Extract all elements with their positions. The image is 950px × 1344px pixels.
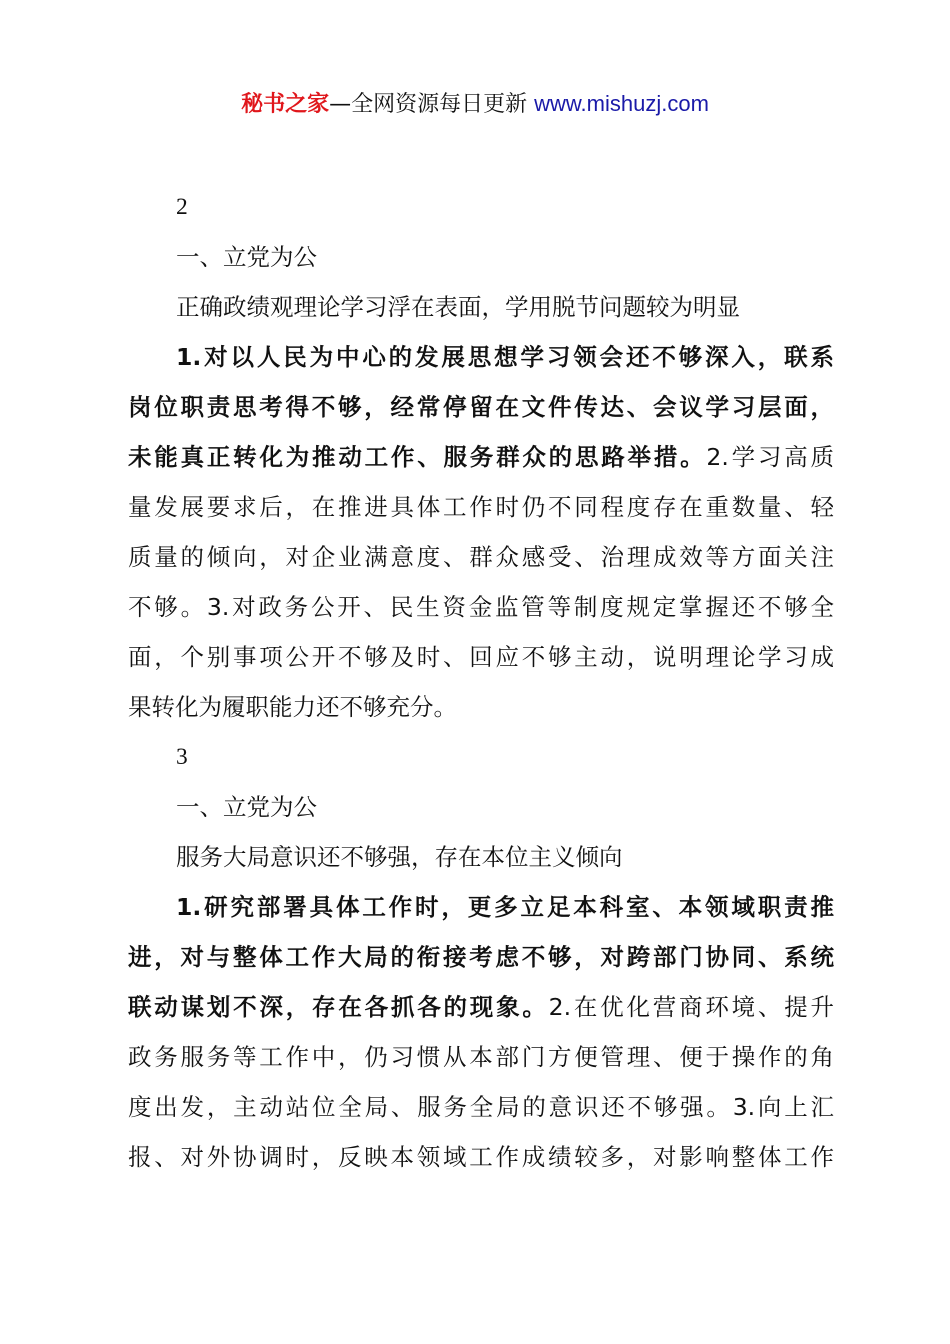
site-url-link[interactable]: www.mishuzj.com bbox=[534, 91, 709, 116]
site-header bbox=[0, 88, 950, 121]
paragraph-line: 度出发，主动站位全局、服务全局的意识还不够强。3.向上汇 bbox=[128, 1093, 834, 1121]
paragraph-line: 进，对与整体工作大局的衔接考虑不够，对跨部门协同、系统 bbox=[128, 943, 834, 971]
bold-text: 未能真正转化为推动工作、服务群众的思路举措。 bbox=[128, 443, 707, 471]
header-tagline: —全网资源每日更新 bbox=[329, 92, 528, 117]
section-number: 2 bbox=[176, 194, 188, 220]
regular-text: 2.在优化营商环境、提升 bbox=[548, 993, 834, 1021]
paragraph-line: 量发展要求后，在推进具体工作时仍不同程度存在重数量、轻 bbox=[128, 493, 834, 521]
brand-name: 秘书之家 bbox=[241, 92, 330, 117]
paragraph-line: 面，个别事项公开不够及时、回应不够主动，说明理论学习成 bbox=[128, 643, 834, 671]
section-subheading: 服务大局意识还不够强，存在本位主义倾向 bbox=[176, 843, 623, 871]
paragraph-line: 1.对以人民为中心的发展思想学习领会还不够深入，联系 bbox=[176, 343, 834, 371]
paragraph-line: 质量的倾向，对企业满意度、群众感受、治理成效等方面关注 bbox=[128, 543, 834, 571]
regular-text: 2.学习高质 bbox=[706, 443, 834, 471]
paragraph-line bbox=[128, 432, 834, 482]
paragraph-line: 岗位职责思考得不够，经常停留在文件传达、会议学习层面， bbox=[128, 393, 834, 421]
paragraph-line bbox=[128, 982, 834, 1032]
document-body bbox=[128, 182, 834, 1182]
section-heading: 一、立党为公 bbox=[176, 793, 317, 821]
paragraph-line: 果转化为履职能力还不够充分。 bbox=[128, 693, 457, 721]
paragraph-line: 1.研究部署具体工作时，更多立足本科室、本领域职责推 bbox=[176, 893, 834, 921]
bold-text: 联动谋划不深，存在各抓各的现象。 bbox=[128, 993, 549, 1021]
section-subheading: 正确政绩观理论学习浮在表面，学用脱节问题较为明显 bbox=[176, 293, 740, 321]
section-number: 3 bbox=[176, 744, 188, 770]
paragraph-line: 不够。3.对政务公开、民生资金监管等制度规定掌握还不够全 bbox=[128, 593, 834, 621]
section-heading: 一、立党为公 bbox=[176, 243, 317, 271]
paragraph-line: 政务服务等工作中，仍习惯从本部门方便管理、便于操作的角 bbox=[128, 1043, 834, 1071]
paragraph-line: 报、对外协调时，反映本领域工作成绩较多，对影响整体工作 bbox=[128, 1143, 834, 1171]
